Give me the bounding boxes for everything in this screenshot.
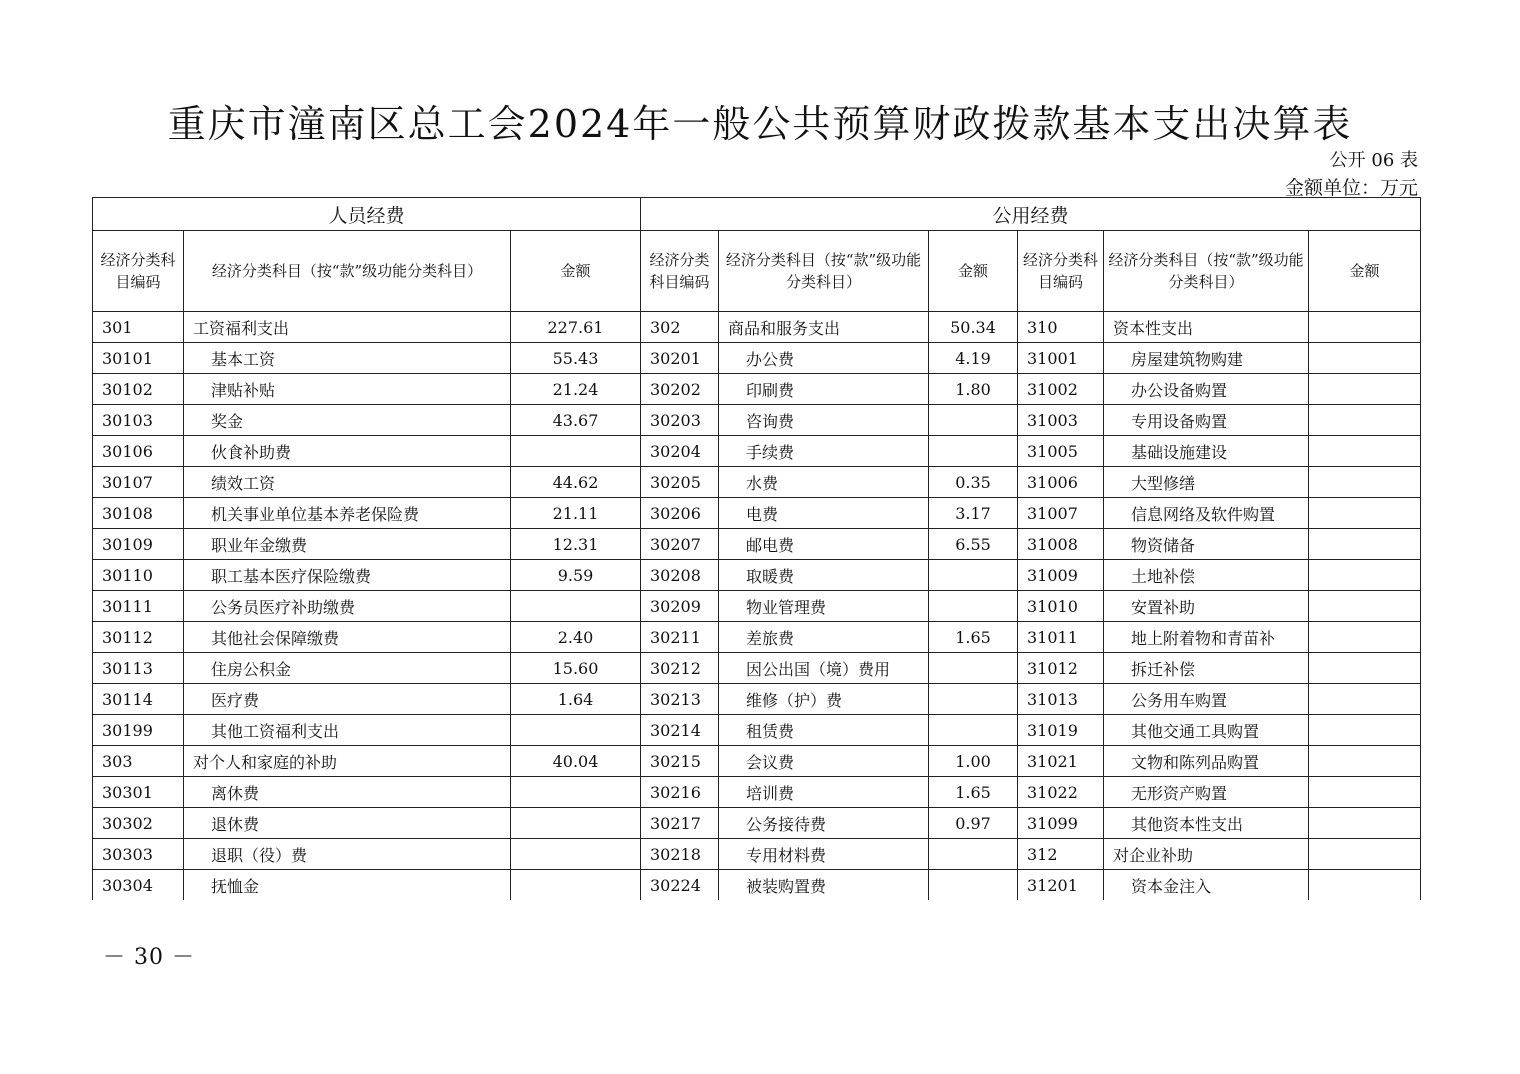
cell-name: 办公设备购置 [1104,374,1309,405]
cell-code: 30303 [93,839,184,870]
cell-amount [511,870,641,901]
cell-amount: 0.97 [929,808,1018,839]
header-code: 经济分类科目编码 [641,231,719,312]
cell-name: 无形资产购置 [1104,777,1309,808]
cell-code: 30213 [641,684,719,715]
cell-name: 公务用车购置 [1104,684,1309,715]
cell-amount [929,715,1018,746]
cell-amount: 227.61 [511,312,641,343]
cell-code: 30212 [641,653,719,684]
cell-amount: 55.43 [511,343,641,374]
cell-name: 资本性支出 [1104,312,1309,343]
cell-code: 31008 [1018,529,1104,560]
cell-name: 房屋建筑物购建 [1104,343,1309,374]
page-title: 重庆市潼南区总工会2024年一般公共预算财政拨款基本支出决算表 [167,102,1353,146]
cell-amount [1309,343,1421,374]
cell-amount [511,839,641,870]
cell-code: 301 [93,312,184,343]
cell-name: 其他资本性支出 [1104,808,1309,839]
cell-name: 工资福利支出 [184,312,511,343]
cell-name: 基础设施建设 [1104,436,1309,467]
cell-name: 其他工资福利支出 [184,715,511,746]
cell-code: 31009 [1018,560,1104,591]
cell-code: 31006 [1018,467,1104,498]
table-row [93,715,1421,746]
cell-code: 30107 [93,467,184,498]
table-row [93,870,1421,901]
cell-amount [929,436,1018,467]
cell-code: 30199 [93,715,184,746]
cell-name: 对企业补助 [1104,839,1309,870]
cell-code: 31002 [1018,374,1104,405]
cell-code: 30203 [641,405,719,436]
cell-amount: 9.59 [511,560,641,591]
cell-name: 咨询费 [719,405,929,436]
form-number: 公开 06 表 [1329,150,1418,171]
expenditure-table [92,197,1421,900]
cell-name: 取暖费 [719,560,929,591]
column-header-row [93,231,1421,312]
cell-name: 住房公积金 [184,653,511,684]
cell-code: 30113 [93,653,184,684]
cell-name: 邮电费 [719,529,929,560]
cell-amount: 44.62 [511,467,641,498]
cell-code: 30201 [641,343,719,374]
cell-code: 31012 [1018,653,1104,684]
cell-amount: 1.64 [511,684,641,715]
cell-amount: 6.55 [929,529,1018,560]
header-name: 经济分类科目（按“款”级功能分类科目） [719,231,929,312]
cell-name: 地上附着物和青苗补 [1104,622,1309,653]
cell-code: 30108 [93,498,184,529]
cell-name: 职工基本医疗保险缴费 [184,560,511,591]
section-header-row [93,198,1421,231]
cell-name: 对个人和家庭的补助 [184,746,511,777]
cell-amount: 43.67 [511,405,641,436]
cell-code: 31019 [1018,715,1104,746]
cell-name: 绩效工资 [184,467,511,498]
cell-amount [1309,529,1421,560]
header-name: 经济分类科目（按“款”级功能分类科目） [184,231,511,312]
cell-amount: 1.00 [929,746,1018,777]
table-row [93,312,1421,343]
cell-name: 专用材料费 [719,839,929,870]
cell-code: 31005 [1018,436,1104,467]
table-row [93,746,1421,777]
cell-amount [929,560,1018,591]
cell-code: 30218 [641,839,719,870]
cell-amount [1309,746,1421,777]
cell-amount: 15.60 [511,653,641,684]
cell-name: 印刷费 [719,374,929,405]
cell-name: 基本工资 [184,343,511,374]
cell-name: 公务接待费 [719,808,929,839]
cell-amount [511,436,641,467]
cell-code: 31099 [1018,808,1104,839]
cell-code: 310 [1018,312,1104,343]
table-row [93,653,1421,684]
cell-amount [929,653,1018,684]
cell-name: 退休费 [184,808,511,839]
cell-code: 303 [93,746,184,777]
header-amount: 金额 [1309,231,1421,312]
cell-name: 资本金注入 [1104,870,1309,901]
table-row [93,684,1421,715]
cell-amount [1309,405,1421,436]
table-row [93,343,1421,374]
cell-code: 30301 [93,777,184,808]
header-code: 经济分类科目编码 [1018,231,1104,312]
cell-code: 30209 [641,591,719,622]
cell-amount: 1.80 [929,374,1018,405]
cell-amount [1309,839,1421,870]
table-row [93,839,1421,870]
cell-amount [511,777,641,808]
cell-name: 培训费 [719,777,929,808]
cell-amount: 40.04 [511,746,641,777]
cell-amount [1309,436,1421,467]
cell-name: 医疗费 [184,684,511,715]
cell-name: 退职（役）费 [184,839,511,870]
table-row [93,405,1421,436]
cell-code: 31007 [1018,498,1104,529]
cell-name: 公务员医疗补助缴费 [184,591,511,622]
cell-code: 31201 [1018,870,1104,901]
cell-code: 30111 [93,591,184,622]
cell-name: 物业管理费 [719,591,929,622]
cell-code: 30214 [641,715,719,746]
cell-code: 30206 [641,498,719,529]
cell-amount [1309,312,1421,343]
cell-name: 差旅费 [719,622,929,653]
cell-name: 因公出国（境）费用 [719,653,929,684]
cell-name: 电费 [719,498,929,529]
cell-name: 津贴补贴 [184,374,511,405]
cell-name: 其他交通工具购置 [1104,715,1309,746]
table-row [93,498,1421,529]
cell-code: 31011 [1018,622,1104,653]
cell-amount [1309,777,1421,808]
cell-amount [1309,374,1421,405]
cell-name: 机关事业单位基本养老保险费 [184,498,511,529]
cell-code: 302 [641,312,719,343]
cell-code: 30114 [93,684,184,715]
cell-amount [511,715,641,746]
cell-amount [929,870,1018,901]
cell-amount [929,591,1018,622]
cell-amount: 1.65 [929,777,1018,808]
cell-name: 伙食补助费 [184,436,511,467]
cell-amount [929,405,1018,436]
cell-amount [1309,560,1421,591]
cell-code: 30207 [641,529,719,560]
header-amount: 金额 [929,231,1018,312]
cell-name: 水费 [719,467,929,498]
cell-code: 31001 [1018,343,1104,374]
cell-name: 被装购置费 [719,870,929,901]
cell-name: 物资储备 [1104,529,1309,560]
cell-code: 30211 [641,622,719,653]
section-public: 公用经费 [641,198,1421,231]
cell-code: 30205 [641,467,719,498]
section-personnel: 人员经费 [93,198,641,231]
cell-amount [929,839,1018,870]
table-row [93,436,1421,467]
cell-code: 30204 [641,436,719,467]
cell-code: 30109 [93,529,184,560]
header-name: 经济分类科目（按“款”级功能分类科目） [1104,231,1309,312]
cell-code: 30208 [641,560,719,591]
cell-code: 30216 [641,777,719,808]
cell-code: 30103 [93,405,184,436]
table-row [93,467,1421,498]
cell-amount: 50.34 [929,312,1018,343]
cell-code: 31021 [1018,746,1104,777]
cell-code: 30224 [641,870,719,901]
cell-amount [511,591,641,622]
table-row [93,591,1421,622]
cell-name: 奖金 [184,405,511,436]
cell-name: 租赁费 [719,715,929,746]
cell-amount: 3.17 [929,498,1018,529]
cell-name: 安置补助 [1104,591,1309,622]
cell-name: 信息网络及软件购置 [1104,498,1309,529]
cell-code: 30110 [93,560,184,591]
cell-amount: 4.19 [929,343,1018,374]
cell-amount: 21.24 [511,374,641,405]
cell-amount [1309,653,1421,684]
cell-amount: 12.31 [511,529,641,560]
header-code: 经济分类科目编码 [93,231,184,312]
cell-name: 其他社会保障缴费 [184,622,511,653]
cell-name: 离休费 [184,777,511,808]
cell-code: 30215 [641,746,719,777]
cell-code: 31022 [1018,777,1104,808]
cell-code: 30106 [93,436,184,467]
cell-name: 商品和服务支出 [719,312,929,343]
cell-name: 维修（护）费 [719,684,929,715]
cell-code: 31013 [1018,684,1104,715]
table-row [93,560,1421,591]
cell-name: 文物和陈列品购置 [1104,746,1309,777]
table-row [93,808,1421,839]
cell-code: 30102 [93,374,184,405]
cell-amount [1309,715,1421,746]
cell-amount: 0.35 [929,467,1018,498]
cell-amount [1309,808,1421,839]
cell-code: 30202 [641,374,719,405]
cell-name: 专用设备购置 [1104,405,1309,436]
cell-amount [1309,591,1421,622]
cell-amount [511,808,641,839]
cell-code: 30302 [93,808,184,839]
cell-amount [1309,870,1421,901]
cell-name: 土地补偿 [1104,560,1309,591]
cell-name: 手续费 [719,436,929,467]
cell-name: 大型修缮 [1104,467,1309,498]
cell-code: 30112 [93,622,184,653]
cell-name: 拆迁补偿 [1104,653,1309,684]
cell-amount: 2.40 [511,622,641,653]
page-number: － 30 － [103,945,195,970]
cell-amount: 21.11 [511,498,641,529]
cell-code: 30304 [93,870,184,901]
cell-name: 会议费 [719,746,929,777]
table-row [93,777,1421,808]
cell-amount [1309,467,1421,498]
cell-code: 30101 [93,343,184,374]
cell-name: 职业年金缴费 [184,529,511,560]
table-row [93,529,1421,560]
cell-amount [1309,622,1421,653]
cell-amount [929,684,1018,715]
cell-code: 31010 [1018,591,1104,622]
cell-amount [1309,684,1421,715]
table-row [93,622,1421,653]
cell-code: 312 [1018,839,1104,870]
cell-code: 31003 [1018,405,1104,436]
table-row [93,374,1421,405]
cell-name: 办公费 [719,343,929,374]
cell-code: 30217 [641,808,719,839]
header-amount: 金额 [511,231,641,312]
cell-amount [1309,498,1421,529]
cell-name: 抚恤金 [184,870,511,901]
cell-amount: 1.65 [929,622,1018,653]
amount-unit: 金额单位：万元 [1284,177,1418,199]
